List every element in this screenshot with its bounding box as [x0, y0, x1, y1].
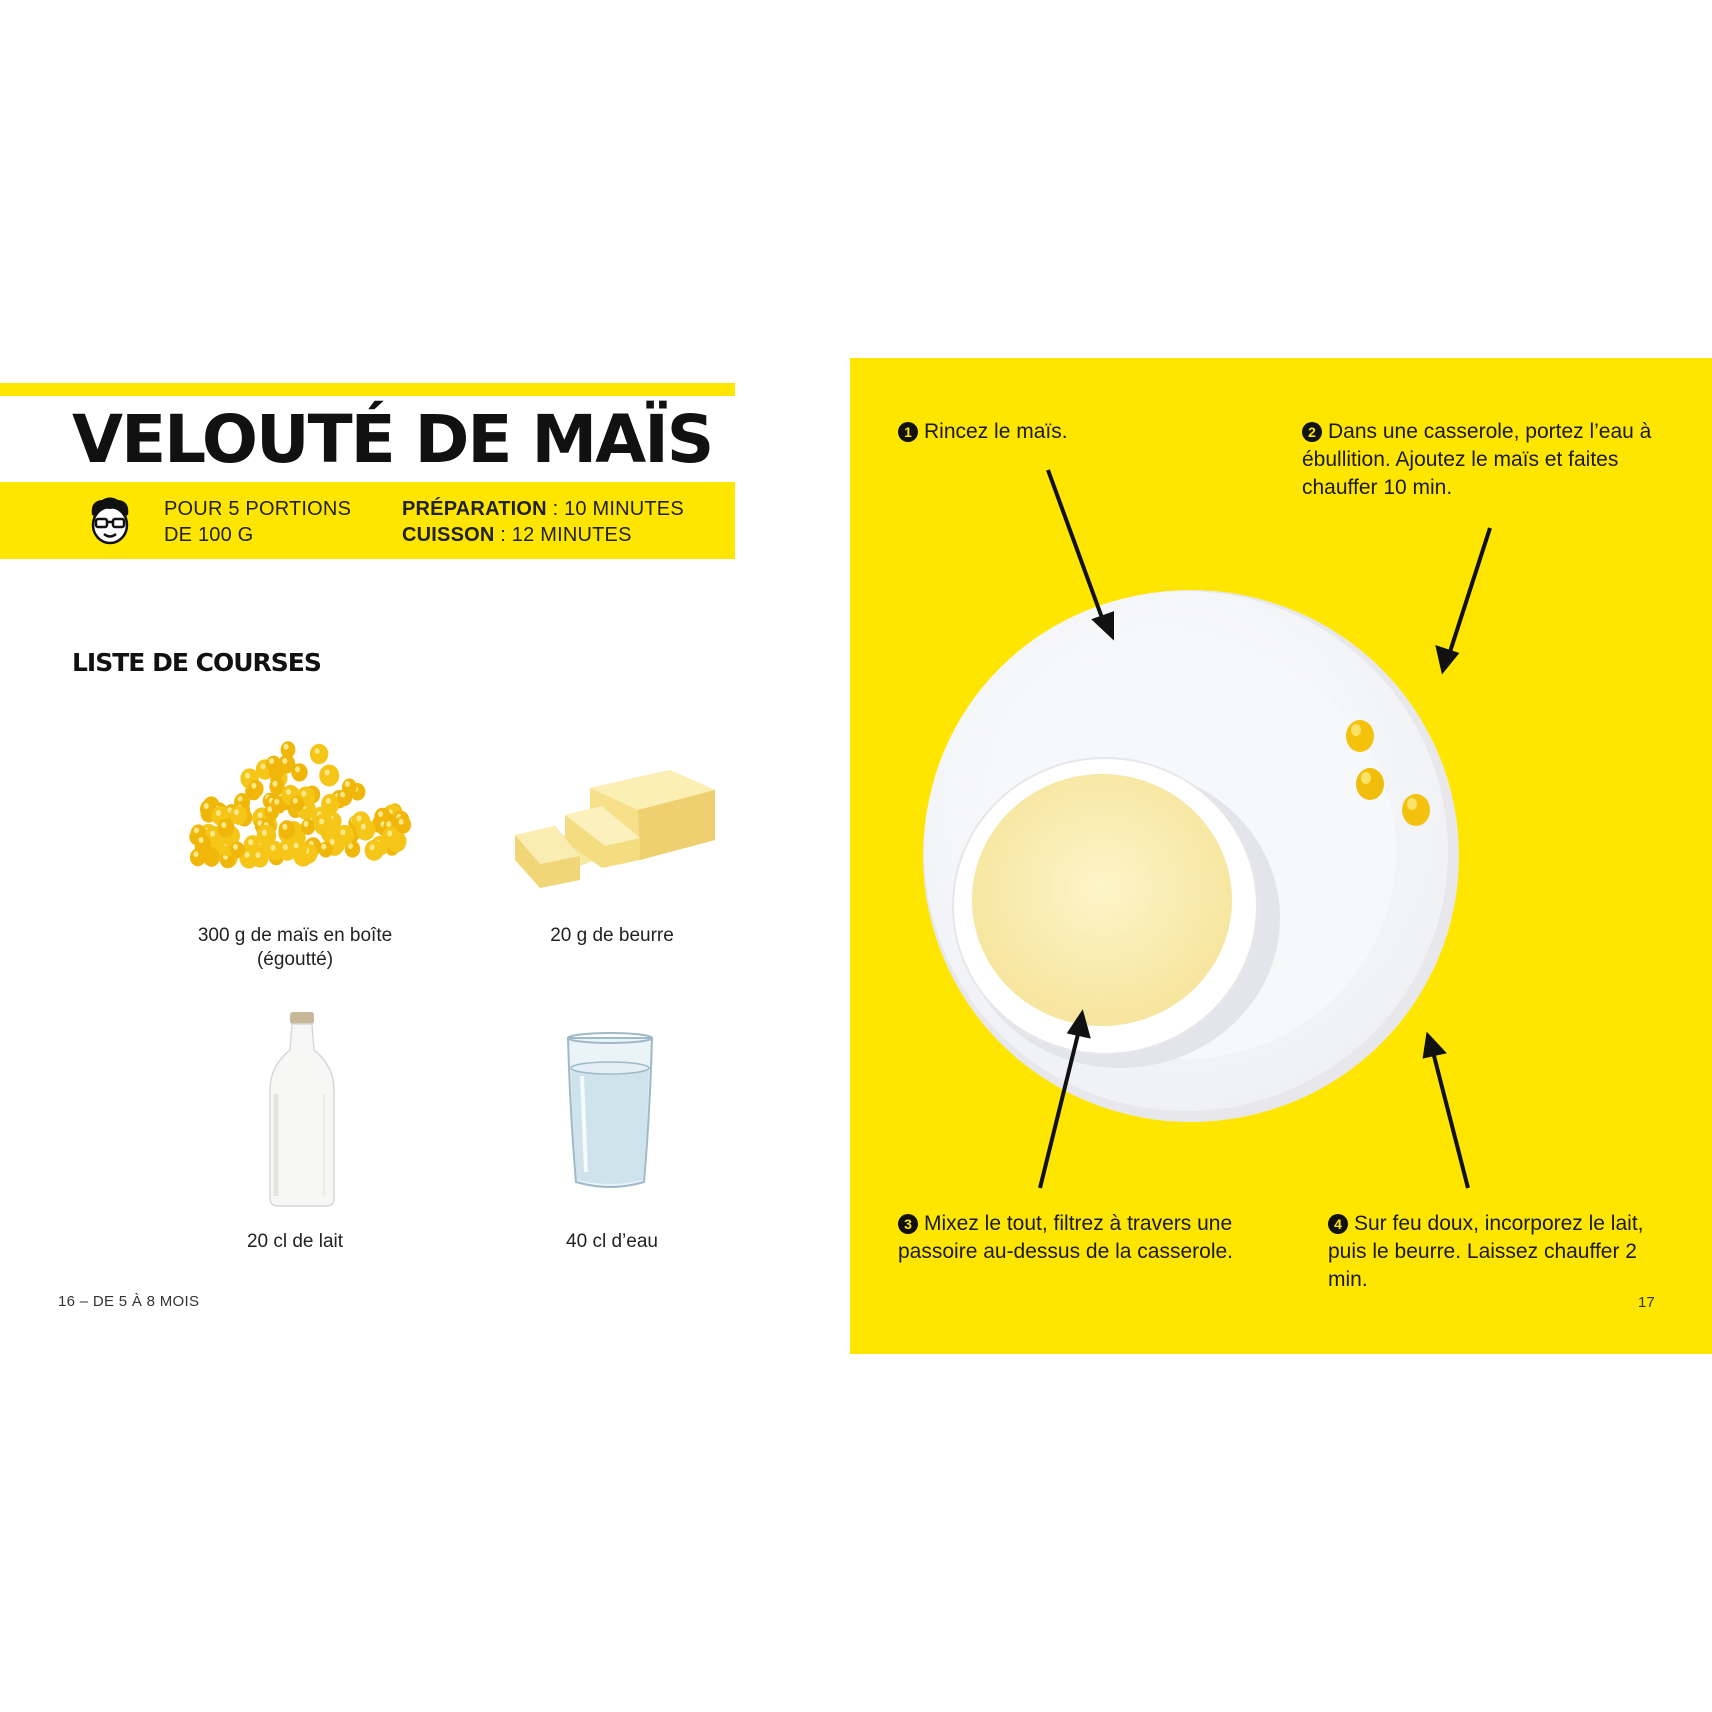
- baby-chef-icon: [84, 495, 136, 547]
- corn-kernel: [251, 848, 268, 867]
- corn-kernel: [395, 816, 411, 834]
- corn-kernel-highlight: [387, 830, 392, 836]
- corn-kernel: [195, 834, 210, 851]
- corn-kernel-highlight: [245, 773, 250, 779]
- ingredient-caption-butter: 20 g de beurre: [550, 925, 674, 946]
- corn-kernel-highlight: [248, 839, 253, 845]
- corn-kernel: [319, 765, 339, 787]
- ingredient-caption-corn: 300 g de maïs en boîte (égoutté): [197, 925, 393, 970]
- corn-kernel-highlight: [361, 824, 366, 830]
- cook-value: : 12 MINUTES: [494, 524, 632, 546]
- step-text-3: Mixez le tout, filtrez à travers une passoire au-dessus de la casserole.: [898, 1212, 1234, 1263]
- corn-kernel-highlight: [256, 852, 261, 858]
- butter-image: [510, 760, 730, 895]
- prep-value: : 10 MINUTES: [546, 498, 684, 520]
- corn-kernel-highlight: [251, 783, 256, 789]
- corn-kernel-highlight: [295, 766, 300, 772]
- corn-kernel-highlight: [261, 764, 266, 770]
- corn-kernel: [310, 744, 328, 764]
- corn-kernel-highlight: [262, 830, 267, 836]
- left-page-folio: 16 – DE 5 À 8 MOIS: [58, 1293, 200, 1310]
- corn-kernel-highlight: [293, 798, 298, 804]
- corn-kernel-2: [1356, 768, 1384, 800]
- corn-kernel: [291, 763, 307, 781]
- corn-kernel: [301, 819, 315, 835]
- corn-kernel-highlight: [283, 844, 288, 850]
- step-number-4: 4: [1328, 1214, 1348, 1234]
- corn-kernel-highlight: [284, 744, 289, 750]
- corn-kernel-highlight: [273, 781, 278, 787]
- corn-kernel-highlight: [319, 819, 324, 825]
- corn-kernel: [336, 825, 355, 846]
- corn-kernel-highlight: [301, 791, 306, 797]
- corn-kernel-highlight: [193, 851, 198, 857]
- corn-kernel: [314, 814, 334, 836]
- corn-kernel: [342, 779, 357, 796]
- right-page-folio: 17: [1638, 1294, 1655, 1311]
- step-text-2: Dans une casserole, portez l’eau à ébullition. Ajoutez le maïs et faites chauffer 10 min.: [1302, 420, 1652, 499]
- corn-kernel-highlight: [234, 809, 239, 815]
- corn-kernel-highlight: [274, 799, 279, 805]
- step-number-1: 1: [898, 422, 918, 442]
- corn-kernel: [279, 820, 296, 839]
- corn-kernel-highlight: [221, 822, 226, 828]
- corn-kernel-1: [1346, 720, 1374, 752]
- corn-kernel-highlight: [258, 812, 263, 818]
- recipe-step-1: [898, 418, 1198, 446]
- water-glass-image: [562, 1032, 658, 1192]
- corn-kernel: [289, 839, 307, 859]
- corn-kernel-highlight: [269, 758, 274, 764]
- milk-bottle-image: [262, 1010, 342, 1210]
- corn-kernel-highlight: [233, 844, 238, 850]
- title-top-stripe: [0, 383, 735, 396]
- corn-kernel-highlight: [216, 810, 221, 816]
- corn-kernel-highlight: [199, 837, 204, 843]
- corn-kernel: [257, 825, 276, 846]
- times-info: [402, 496, 684, 548]
- soup-plate-illustration: [850, 358, 1712, 1354]
- portions-info: [164, 496, 351, 548]
- corn-image: [180, 730, 420, 870]
- corn-kernel-highlight: [286, 789, 291, 795]
- corn-kernel-highlight: [204, 803, 209, 809]
- step-text-4: Sur feu doux, incorporez le lait, puis le beurre. Laissez chauffer 2 min.: [1328, 1212, 1644, 1291]
- corn-kernel-highlight: [282, 824, 287, 830]
- step-number-2: 2: [1302, 422, 1322, 442]
- corn-kernel: [230, 806, 247, 825]
- cook-label: CUISSON: [402, 524, 495, 546]
- step-number-3: 3: [898, 1214, 918, 1234]
- corn-kernel-highlight: [399, 819, 404, 825]
- right-page: [850, 358, 1712, 1354]
- corn-kernel-highlight: [315, 748, 320, 754]
- corn-kernel-highlight: [245, 852, 250, 858]
- corn-kernel: [365, 840, 384, 861]
- ingredient-caption-milk: 20 cl de lait: [246, 1231, 344, 1252]
- portions-line-1: POUR 5 PORTIONS: [164, 498, 352, 520]
- corn-kernel-highlight: [194, 827, 199, 833]
- step-text-1: Rincez le maïs.: [924, 420, 1068, 443]
- corn-kernel: [266, 756, 281, 773]
- corn-kernel-highlight: [294, 843, 299, 849]
- corn-kernel-highlight: [370, 844, 375, 850]
- corn-kernel-highlight: [345, 781, 350, 787]
- shopping-list-title: LISTE DE COURSES: [72, 648, 321, 677]
- corn-kernel-highlight: [378, 811, 383, 817]
- recipe-title: VELOUTÉ DE MAÏS: [72, 401, 713, 478]
- prep-label: PRÉPARATION: [402, 498, 547, 520]
- corn-kernel-highlight: [282, 758, 287, 764]
- corn-kernel: [248, 780, 263, 797]
- corn-kernel: [230, 842, 245, 859]
- corn-kernel: [319, 842, 333, 858]
- recipe-step-3: [898, 1210, 1258, 1266]
- corn-kernel: [356, 819, 376, 841]
- recipe-step-2: [1302, 418, 1662, 502]
- corn-kernel: [290, 796, 304, 812]
- recipe-step-4: [1328, 1210, 1668, 1294]
- corn-kernel-highlight: [326, 798, 331, 804]
- corn-kernel-highlight: [210, 831, 215, 837]
- corn-kernel-highlight: [321, 844, 326, 850]
- corn-kernel: [217, 819, 234, 838]
- corn-kernel-highlight: [325, 770, 330, 776]
- corn-kernel-highlight: [271, 845, 276, 851]
- ingredient-caption-water: 40 cl d’eau: [566, 1231, 658, 1252]
- corn-kernel-highlight: [340, 829, 345, 835]
- portions-line-2: DE 100 G: [164, 524, 254, 546]
- corn-kernel-highlight: [304, 821, 309, 827]
- corn-kernel-3: [1402, 794, 1430, 826]
